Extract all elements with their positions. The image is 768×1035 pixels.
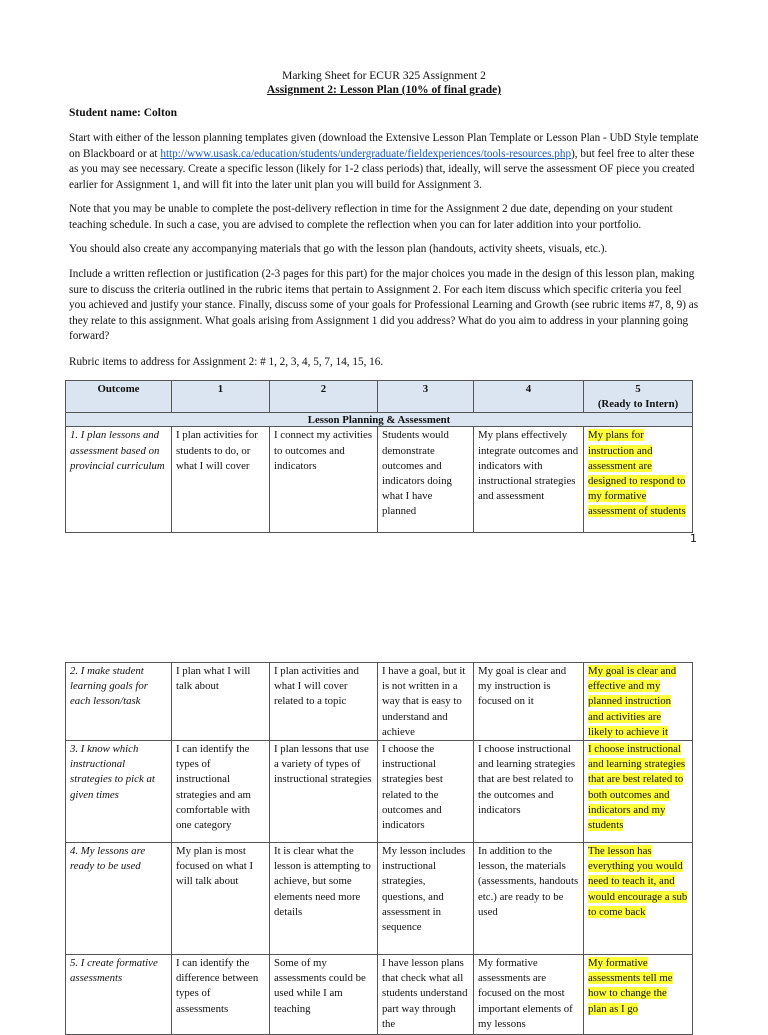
table-cell: My formative assessments are focused on the most important elements of my lessons [474, 955, 584, 1035]
highlighted-cell [584, 427, 693, 533]
table-cell: I plan activities for students to do, or what I will cover [172, 427, 270, 533]
table-cell: My plan is most focused on what I will talk about [172, 843, 270, 955]
table-cell: I connect my activities to outcomes and indicators [270, 427, 378, 533]
section-title: Lesson Planning & Assessment [66, 413, 693, 427]
paragraph-text: ), but feel free to alter these as you may see necessary. Create a specific lesson (likely for 1-2 class periods) that, ideally, will serve the assessment OF piece you created earlier for Assignment 1, and will fit into the later unit plan you will build for Assignment 3. [69, 147, 695, 191]
highlighted-text: My formative assessments tell me how to change the plan as I go [588, 957, 673, 1015]
outcome-cell: 4. My lessons are ready to be used [66, 843, 172, 955]
outcome-cell: 3. I know which instructional strategies to pick at given times [66, 741, 172, 843]
rubric-table-page-2 [65, 662, 693, 1035]
table-row [66, 955, 693, 1035]
table-row [66, 741, 693, 843]
paragraph-note: Note that you may be unable to complete the post-delivery reflection in time for the Assignment 2 due date, depending on your student teaching schedule. In such a case, you are advised to complete the reflection when you can for later addition into your portfolio. [69, 203, 673, 231]
table-row [66, 663, 693, 741]
highlighted-cell [584, 955, 693, 1035]
outcome-cell: 1. I plan lessons and assessment based on provincial curriculum [66, 427, 172, 533]
title-block [0, 69, 768, 97]
header-level-5 [584, 381, 693, 413]
highlighted-text: My goal is clear and effective and my planned instruction and activities are likely to achieve it [588, 665, 677, 738]
table-cell: I choose the instructional strategies best related to the outcomes and indicators [378, 741, 474, 843]
highlighted-text: My plans for instruction and assessment are designed to respond to my formative assessment of students [588, 429, 686, 518]
page-number: 1 [690, 532, 697, 545]
header-level-1: 1 [172, 381, 270, 413]
highlighted-text: The lesson has everything you would need to teach it, and would encourage a sub to come back [588, 845, 688, 918]
table-cell: In addition to the lesson, the materials (assessments, handouts etc.) are ready to be used [474, 843, 584, 955]
header-outcome: Outcome [66, 381, 172, 413]
paragraph-instructions [69, 131, 701, 193]
header-level-4: 4 [474, 381, 584, 413]
table-cell: I have a goal, but it is not written in a way that is easy to understand and achieve [378, 663, 474, 741]
highlighted-cell [584, 741, 693, 843]
page-gap [0, 548, 768, 660]
student-name: Student name: Colton [69, 107, 177, 119]
paragraph-text: Start with either of the lesson planning templates given (download the Extensive Lesson Plan Template or Lesson Plan - UbD Style template on Blackboard or at [69, 132, 699, 160]
table-cell: I plan activities and what I will cover related to a topic [270, 663, 378, 741]
table-cell: It is clear what the lesson is attempting to achieve, but some elements need more details [270, 843, 378, 955]
header-level-5-sub: (Ready to Intern) [597, 398, 679, 411]
page-2 [0, 660, 768, 1030]
highlighted-cell [584, 663, 693, 741]
table-cell: Students would demonstrate outcomes and indicators doing what I have planned [378, 427, 474, 533]
paragraph-reflection: Include a written reflection or justification (2-3 pages for this part) for the major choices you made in the design of this lesson plan, making sure to discuss the criteria outlined in the rubric items that pertain to Assignment 2. For each item discuss which specific criteria you feel you achieved and justify your stance. Finally, discuss some of your goals for Professional Learning and Growth (see rubric items #7, 8, 9) as they relate to this assignment. What goals arising from Assignment 1 did you address? What do you aim to address in your planning going forward? [69, 268, 699, 343]
rubric-table-page-1 [65, 380, 693, 533]
table-cell: I plan lessons that use a variety of types of instructional strategies [270, 741, 378, 843]
header-level-2: 2 [270, 381, 378, 413]
table-cell: I can identify the types of instructional strategies and am comfortable with one category [172, 741, 270, 843]
table-cell: My goal is clear and my instruction is focused on it [474, 663, 584, 741]
table-cell: I have lesson plans that check what all students understand part way through the [378, 955, 474, 1035]
table-row [66, 427, 693, 533]
resources-link[interactable]: http://www.usask.ca/education/students/undergraduate/fieldexperiences/tools-resources.php [160, 147, 572, 160]
highlighted-cell [584, 843, 693, 955]
document-subtitle: Assignment 2: Lesson Plan (10% of final grade) [266, 84, 502, 96]
highlighted-text: I choose instructional and learning strategies that are best related to both outcomes and indicators and my students [588, 743, 686, 832]
table-cell: I can identify the difference between types of assessments [172, 955, 270, 1035]
header-level-3: 3 [378, 381, 474, 413]
table-cell: I choose instructional and learning strategies that are best related to the outcomes and indicators [474, 741, 584, 843]
table-cell: I plan what I will talk about [172, 663, 270, 741]
document-title: Marking Sheet for ECUR 325 Assignment 2 [282, 70, 486, 82]
table-header-row [66, 381, 693, 413]
outcome-cell: 5. I create formative assessments [66, 955, 172, 1035]
table-cell: Some of my assessments could be used while I am teaching [270, 955, 378, 1035]
outcome-cell: 2. I make student learning goals for each lesson/task [66, 663, 172, 741]
header-level-5-number: 5 [635, 383, 641, 395]
paragraph-materials: You should also create any accompanying materials that go with the lesson plan (handouts, activity sheets, visuals, etc.). [69, 243, 608, 255]
section-row [66, 413, 693, 427]
paragraph-rubric-items: Rubric items to address for Assignment 2: # 1, 2, 3, 4, 5, 7, 14, 15, 16. [69, 356, 384, 368]
table-row [66, 843, 693, 955]
table-cell: My lesson includes instructional strategies, questions, and assessment in sequence [378, 843, 474, 955]
table-cell: My plans effectively integrate outcomes and indicators with instructional strategies and assessment [474, 427, 584, 533]
